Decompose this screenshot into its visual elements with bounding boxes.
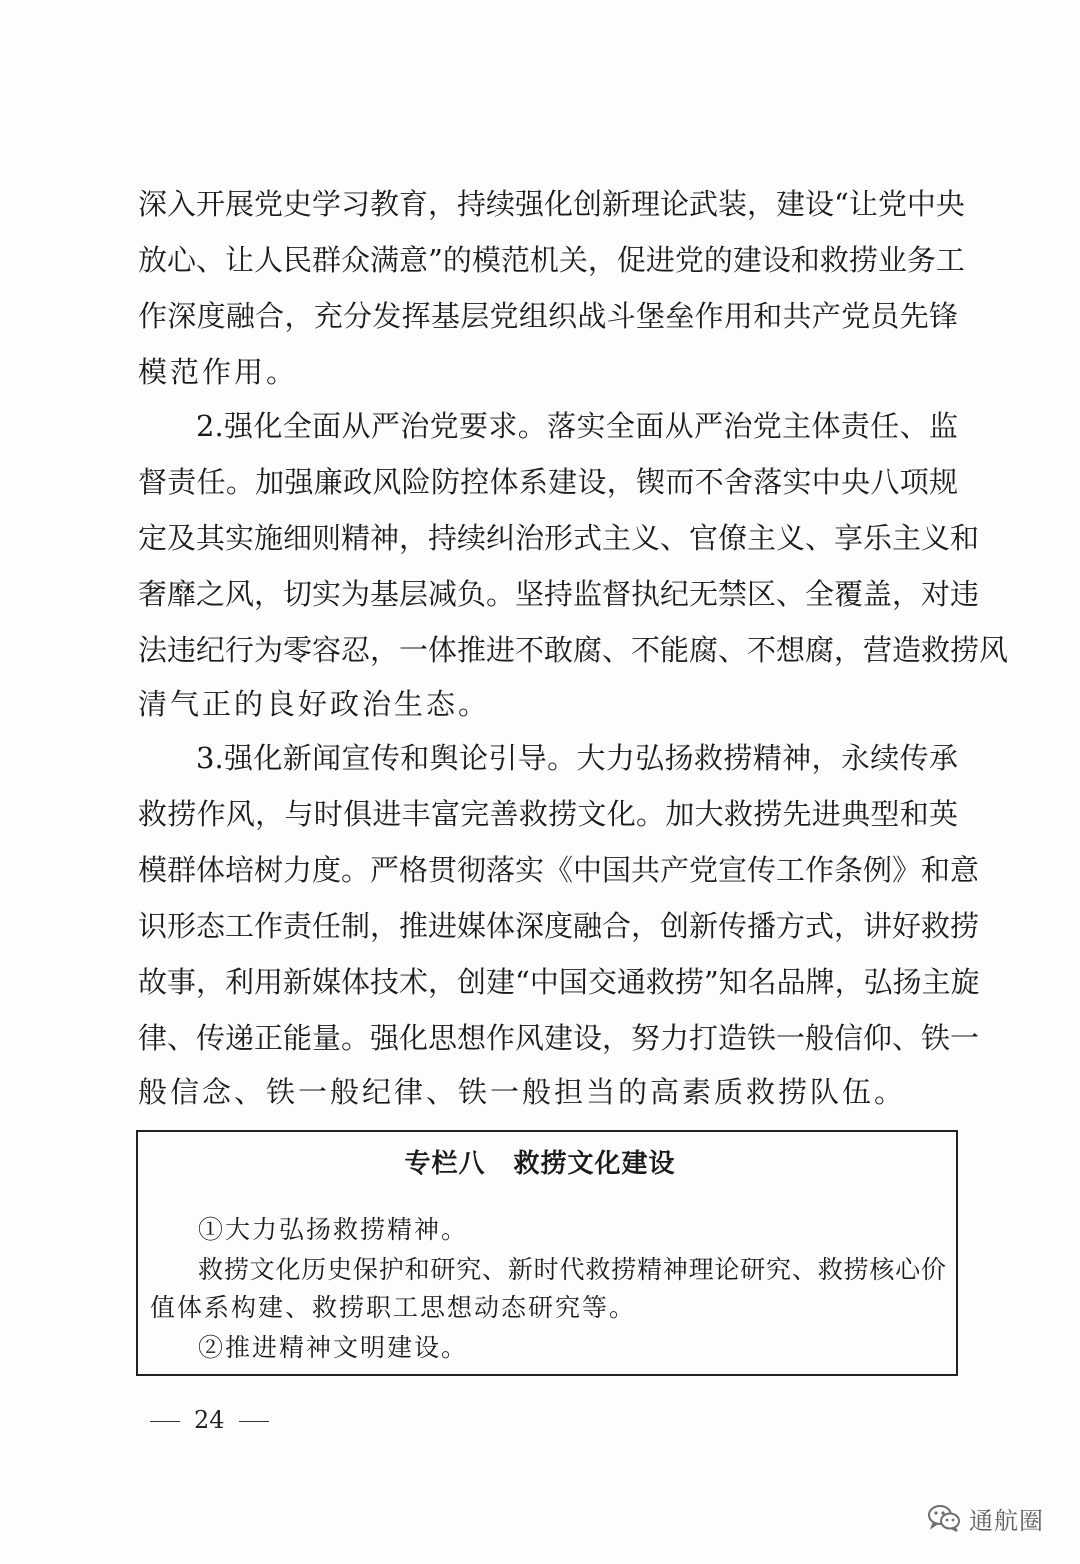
para1-line-3: 作深度融合，充分发挥基层党组织战斗堡垒作用和共产党员先锋 bbox=[138, 299, 958, 333]
page-number bbox=[150, 1400, 269, 1440]
para3-line-3: 模群体培树力度。严格贯彻落实《中国共产党宣传工作条例》和意 bbox=[138, 853, 980, 887]
para3-line-6: 律、传递正能量。强化思想作风建设，努力打造铁一般信仰、铁一 bbox=[138, 1021, 980, 1055]
para3-line-7: 般信念、铁一般纪律、铁一般担当的高素质救捞队伍。 bbox=[138, 1075, 907, 1109]
para2-line-1: 2.强化全面从严治党要求。落实全面从严治党主体责任、监 bbox=[196, 409, 958, 443]
para2-line-2: 督责任。加强廉政风险防控体系建设，锲而不舍落实中央八项规 bbox=[138, 465, 958, 499]
wechat-icon bbox=[927, 1503, 961, 1533]
column-item-1-heading: ①大力弘扬救捞精神。 bbox=[198, 1215, 469, 1244]
page-number-dash-left bbox=[150, 1421, 180, 1422]
para3-line-4: 识形态工作责任制，推进媒体深度融合，创新传播方式，讲好救捞 bbox=[138, 909, 980, 943]
para2-line-6: 清气正的良好政治生态。 bbox=[138, 687, 491, 721]
para3-line-2: 救捞作风，与时俱进丰富完善救捞文化。加大救捞先进典型和英 bbox=[138, 797, 958, 831]
para1-line-1: 深入开展党史学习教育，持续强化创新理论武装，建设“让党中央 bbox=[138, 187, 965, 221]
column-item-1-text-line-2: 值体系构建、救捞职工思想动态研究等。 bbox=[150, 1293, 637, 1322]
column-item-2-heading: ②推进精神文明建设。 bbox=[198, 1333, 469, 1362]
watermark bbox=[927, 1496, 1044, 1540]
para3-line-1: 3.强化新闻宣传和舆论引导。大力弘扬救捞精神，永续传承 bbox=[196, 741, 958, 775]
page-number-value: 24 bbox=[194, 1406, 225, 1434]
para1-line-4: 模范作用。 bbox=[138, 355, 299, 389]
column-box-title-label: 专栏八 bbox=[404, 1149, 486, 1179]
para1-line-2: 放心、让人民群众满意”的模范机关，促进党的建设和救捞业务工 bbox=[138, 243, 965, 277]
page-number-dash-right bbox=[239, 1421, 269, 1422]
column-box-title bbox=[0, 1140, 1080, 1188]
para2-line-3: 定及其实施细则精神，持续纠治形式主义、官僚主义、享乐主义和 bbox=[138, 521, 980, 555]
para2-line-5: 法违纪行为零容忍，一体推进不敢腐、不能腐、不想腐，营造救捞风 bbox=[138, 633, 1009, 667]
column-box-title-text: 救捞文化建设 bbox=[513, 1149, 676, 1179]
para3-line-5: 故事，利用新媒体技术，创建“中国交通救捞”知名品牌，弘扬主旋 bbox=[138, 965, 980, 999]
para2-line-4: 奢靡之风，切实为基层减负。坚持监督执纪无禁区、全覆盖，对违 bbox=[138, 577, 980, 611]
column-item-1-text-line-1: 救捞文化历史保护和研究、新时代救捞精神理论研究、救捞核心价 bbox=[198, 1255, 946, 1284]
watermark-text: 通航圈 bbox=[969, 1506, 1044, 1535]
